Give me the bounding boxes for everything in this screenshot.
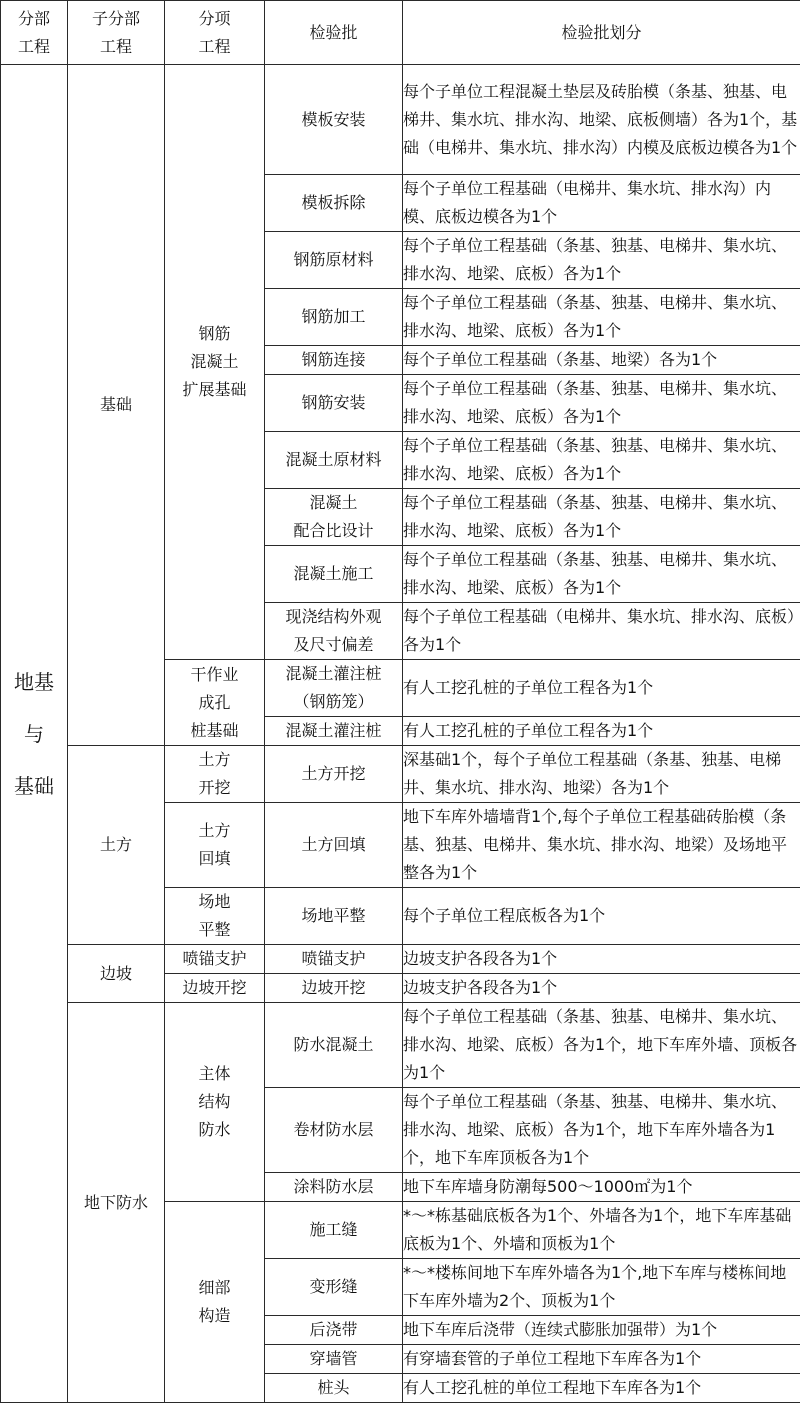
header-row <box>1 1 800 65</box>
table-row <box>1 65 800 175</box>
division-cell: 每个子单位工程基础（条基、独基、电梯井、集水坑、排水沟、地梁、底板）各为1个 <box>403 546 800 603</box>
header-batch: 检验批 <box>265 1 403 65</box>
division-cell: *～*楼栋间地下车库外墙各为1个,地下车库与楼栋间地下车库外墙为2个、顶板为1个 <box>403 1259 800 1316</box>
batch-cell: 混凝土灌注桩 （钢筋笼） <box>265 660 403 717</box>
division-cell: 每个子单位工程底板各为1个 <box>403 888 800 945</box>
batch-cell: 穿墙管 <box>265 1345 403 1374</box>
batch-cell: 卷材防水层 <box>265 1088 403 1173</box>
fenxiang-cell: 边坡开挖 <box>165 974 265 1003</box>
batch-cell: 混凝土 配合比设计 <box>265 489 403 546</box>
batch-cell: 变形缝 <box>265 1259 403 1316</box>
division-cell: 有人工挖孔桩的子单位工程各为1个 <box>403 660 800 717</box>
division-cell: 每个子单位工程基础（条基、独基、电梯井、集水坑、排水沟、地梁、底板）各为1个 <box>403 232 800 289</box>
fenxiang-cell: 钢筋 混凝土 扩展基础 <box>165 65 265 660</box>
batch-cell: 混凝土施工 <box>265 546 403 603</box>
header-division: 检验批划分 <box>403 1 800 65</box>
table-row <box>1 1003 800 1088</box>
division-cell: 每个子单位工程基础（条基、独基、电梯井、集水坑、排水沟、地梁、底板）各为1个 <box>403 489 800 546</box>
batch-cell: 后浇带 <box>265 1316 403 1345</box>
division-cell: 每个子单位工程混凝土垫层及砖胎模（条基、独基、电梯井、集水坑、排水沟、地梁、底板侧墙）各为1个，基础（电梯井、集水坑、排水沟）内模及底板边模各为1个 <box>403 65 800 175</box>
fenxiang-cell: 主体 结构 防水 <box>165 1003 265 1202</box>
division-cell: 边坡支护各段各为1个 <box>403 974 800 1003</box>
batch-cell: 防水混凝土 <box>265 1003 403 1088</box>
fenxiang-cell: 土方 回填 <box>165 803 265 888</box>
division-cell: 有穿墙套管的子单位工程地下车库各为1个 <box>403 1345 800 1374</box>
division-cell: 地下车库后浇带（连续式膨胀加强带）为1个 <box>403 1316 800 1345</box>
batch-cell: 土方回填 <box>265 803 403 888</box>
division-cell: 每个子单位工程基础（条基、独基、电梯井、集水坑、排水沟、地梁、底板）各为1个 <box>403 289 800 346</box>
division-cell: 有人工挖孔桩的单位工程地下车库各为1个 <box>403 1374 800 1403</box>
batch-cell: 钢筋连接 <box>265 346 403 375</box>
fenxiang-cell: 细部 构造 <box>165 1202 265 1403</box>
batch-cell: 模板拆除 <box>265 175 403 232</box>
batch-cell: 混凝土灌注桩 <box>265 717 403 746</box>
fenxiang-cell: 土方 开挖 <box>165 746 265 803</box>
fenxiang-cell: 喷锚支护 <box>165 945 265 974</box>
zifenbu-cell-jichu: 基础 <box>68 65 165 746</box>
division-cell: 边坡支护各段各为1个 <box>403 945 800 974</box>
division-cell: 每个子单位工程基础（条基、独基、电梯井、集水坑、排水沟、地梁、底板）各为1个，地下车库外墙、顶板各为1个 <box>403 1003 800 1088</box>
division-cell: 有人工挖孔桩的子单位工程各为1个 <box>403 717 800 746</box>
zifenbu-cell-bianpo: 边坡 <box>68 945 165 1003</box>
header-zifenbu: 子分部 工程 <box>68 1 165 65</box>
division-cell: 地下车库外墙墙背1个,每个子单位工程基础砖胎模（条基、独基、电梯井、集水坑、排水沟、地梁）及场地平整各为1个 <box>403 803 800 888</box>
batch-cell: 模板安装 <box>265 65 403 175</box>
batch-cell: 桩头 <box>265 1374 403 1403</box>
division-cell: 地下车库墙身防潮每500～1000㎡为1个 <box>403 1173 800 1202</box>
batch-cell: 现浇结构外观 及尺寸偏差 <box>265 603 403 660</box>
division-cell: 每个子单位工程基础（条基、独基、电梯井、集水坑、排水沟、地梁、底板）各为1个，地下车库外墙各为1个，地下车库顶板各为1个 <box>403 1088 800 1173</box>
fenxiang-cell: 干作业 成孔 桩基础 <box>165 660 265 746</box>
table-row <box>1 746 800 803</box>
division-cell: 每个子单位工程基础（条基、独基、电梯井、集水坑、排水沟、地梁、底板）各为1个 <box>403 375 800 432</box>
division-cell: 每个子单位工程基础（电梯井、集水坑、排水沟、底板）各为1个 <box>403 603 800 660</box>
batch-cell: 场地平整 <box>265 888 403 945</box>
division-cell: 每个子单位工程基础（条基、地梁）各为1个 <box>403 346 800 375</box>
division-cell: 深基础1个，每个子单位工程基础（条基、独基、电梯井、集水坑、排水沟、地梁）各为1个 <box>403 746 800 803</box>
fenbu-cell: 地基 与 基础 <box>1 65 68 1403</box>
zifenbu-cell-dixiafangshui: 地下防水 <box>68 1003 165 1403</box>
batch-cell: 混凝土原材料 <box>265 432 403 489</box>
batch-cell: 钢筋原材料 <box>265 232 403 289</box>
batch-cell: 土方开挖 <box>265 746 403 803</box>
header-fenbu: 分部 工程 <box>1 1 68 65</box>
batch-cell: 钢筋加工 <box>265 289 403 346</box>
division-cell: 每个子单位工程基础（条基、独基、电梯井、集水坑、排水沟、地梁、底板）各为1个 <box>403 432 800 489</box>
batch-cell: 喷锚支护 <box>265 945 403 974</box>
batch-cell: 涂料防水层 <box>265 1173 403 1202</box>
zifenbu-cell-tufang: 土方 <box>68 746 165 945</box>
batch-cell: 钢筋安装 <box>265 375 403 432</box>
division-cell: *～*栋基础底板各为1个、外墙各为1个，地下车库基础底板为1个、外墙和顶板为1个 <box>403 1202 800 1259</box>
division-cell: 每个子单位工程基础（电梯井、集水坑、排水沟）内模、底板边模各为1个 <box>403 175 800 232</box>
header-fenxiang: 分项 工程 <box>165 1 265 65</box>
fenxiang-cell: 场地 平整 <box>165 888 265 945</box>
batch-cell: 施工缝 <box>265 1202 403 1259</box>
batch-cell: 边坡开挖 <box>265 974 403 1003</box>
table-row <box>1 945 800 974</box>
